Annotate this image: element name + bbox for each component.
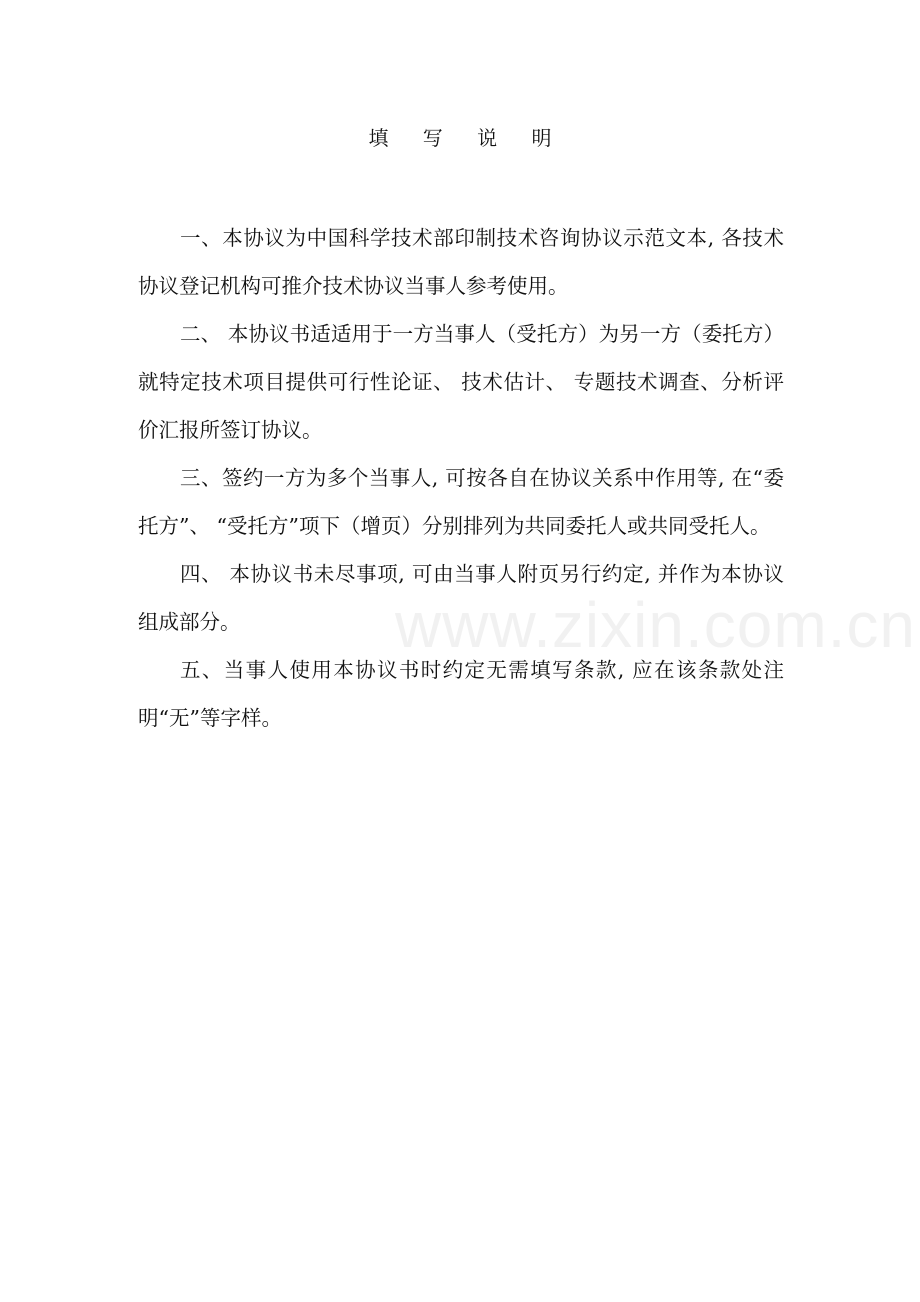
- instruction-paragraph-5: 五、当事人使用本协议书时约定无需填写条款, 应在该条款处注明“无”等字样。: [138, 658, 784, 730]
- instruction-paragraph-4: 四、 本协议书未尽事项, 可由当事人附页另行约定, 并作为本协议组成部分。: [138, 562, 784, 634]
- document-title: 填 写 说 明: [368, 126, 566, 150]
- watermark: www.zixin.com.cn: [395, 589, 916, 661]
- instruction-paragraph-3: 三、签约一方为多个当事人, 可按各自在协议关系中作用等, 在“委托方”、 “受托方”项下（增页）分别排列为共同委托人或共同受托人。: [138, 466, 784, 538]
- instructions-body: [138, 214, 784, 742]
- instruction-paragraph-2: 二、 本协议书适适用于一方当事人（受托方）为另一方（委托方）就特定技术项目提供可行性论证、 技术估计、 专题技术调查、分析评价汇报所签订协议。: [138, 322, 784, 442]
- instruction-paragraph-1: 一、本协议为中国科学技术部印制技术咨询协议示范文本, 各技术协议登记机构可推介技术协议当事人参考使用。: [138, 226, 784, 298]
